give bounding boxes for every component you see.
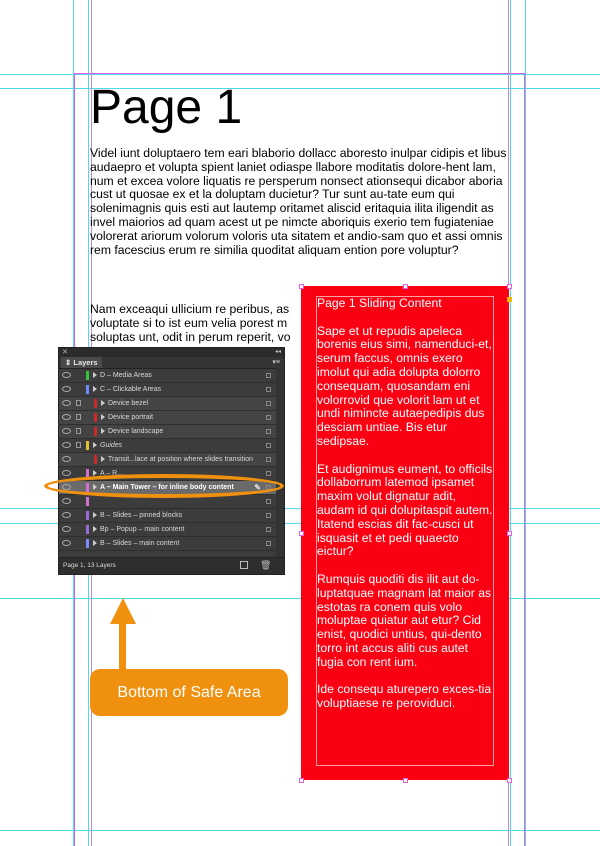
eye-icon[interactable] xyxy=(62,400,71,406)
layer-color-swatch xyxy=(94,455,97,464)
tab-layers[interactable]: ⇕ Layers xyxy=(61,357,102,368)
eye-icon[interactable] xyxy=(62,386,71,392)
trash-icon[interactable]: 🗑 xyxy=(260,560,272,570)
panel-menu-icon[interactable]: ▾≡ xyxy=(272,359,280,366)
layer-color-swatch xyxy=(86,511,89,520)
page-title: Page 1 xyxy=(90,81,243,134)
expand-triangle-icon[interactable] xyxy=(93,512,97,518)
expand-triangle-icon[interactable] xyxy=(93,526,97,532)
sliding-content-text xyxy=(317,297,493,725)
collapse-icon[interactable]: ◂◂ xyxy=(274,349,281,355)
layer-row[interactable] xyxy=(59,509,284,523)
sliding-content-paragraph: Et audignimus eument, to officils dollaborrum latemod ipsamet maxim volut dignatur adit, audam id qui dolupitaspit autem. Itatend escias dit fac-cusci ut isquasit et et pedi quaecto eictur? xyxy=(317,461,493,559)
expand-triangle-icon[interactable] xyxy=(93,442,97,448)
layer-color-swatch xyxy=(94,413,97,422)
layers-panel[interactable] xyxy=(58,347,285,575)
layer-label: A – R... xyxy=(100,470,123,477)
close-icon[interactable]: ✕ xyxy=(62,349,68,356)
selection-handle[interactable] xyxy=(507,778,512,783)
expand-triangle-icon[interactable] xyxy=(93,540,97,546)
layer-color-swatch xyxy=(94,399,97,408)
selection-square-icon[interactable] xyxy=(266,513,271,518)
sliding-content-heading: Page 1 Sliding Content xyxy=(317,296,442,310)
layer-label: B – Slides – main content xyxy=(100,540,180,547)
scrollbar[interactable] xyxy=(276,368,284,558)
layer-label: A – Main Tower – for inline body content xyxy=(100,484,234,491)
layer-row[interactable] xyxy=(59,453,284,467)
panel-footer xyxy=(59,557,284,574)
layer-count: Page 1, 13 Layers xyxy=(63,562,116,569)
arrow-shaft xyxy=(119,620,126,674)
guide-vertical xyxy=(525,0,526,846)
sliding-content-paragraph: Ide consequ aturepero exces-tia voluptiaese re peroviduci. xyxy=(317,682,492,711)
selection-handle[interactable] xyxy=(403,284,408,289)
layer-list xyxy=(59,369,284,551)
body-text-paragraph: Nam exceaqui ullicium re peribus, as voluptate si to ist eum velia porest m soluptas unt, odit in perum reperit, vo xyxy=(90,302,291,344)
expand-triangle-icon[interactable] xyxy=(101,428,105,434)
expand-triangle-icon[interactable] xyxy=(101,400,105,406)
panel-tab-bar xyxy=(59,357,284,369)
expand-triangle-icon[interactable] xyxy=(101,414,105,420)
selection-handle[interactable] xyxy=(299,284,304,289)
lock-icon[interactable] xyxy=(76,414,81,420)
eye-icon[interactable] xyxy=(62,526,71,532)
selection-square-icon[interactable] xyxy=(266,415,271,420)
layer-label: C – Clickable Areas xyxy=(100,386,162,393)
eye-icon[interactable] xyxy=(62,456,71,462)
frame-anchor-marker xyxy=(507,297,512,302)
layer-label: B – Slides – pinned blocks xyxy=(100,512,183,519)
selection-handle[interactable] xyxy=(403,778,408,783)
layer-row[interactable] xyxy=(59,383,284,397)
selection-square-icon[interactable] xyxy=(266,499,271,504)
eye-icon[interactable] xyxy=(62,414,71,420)
layer-label: Device landscape xyxy=(108,428,164,435)
layer-color-swatch xyxy=(94,427,97,436)
layer-label: Device bezel xyxy=(108,400,149,407)
tab-layers-label: Layers xyxy=(73,358,98,367)
eye-icon[interactable] xyxy=(62,372,71,378)
selection-square-icon[interactable] xyxy=(266,541,271,546)
body-text-paragraph: Videl iunt doluptaero tem eari blaborio dollacc aboresto inulpar cidipis et libus audaepro et volupta spient laniet odiaspe llabore moditatis dolore-hent lam, num et excea volore liquatis re persperum nonsect ationsequi dicabor aboria cust ut quosae ex et la doluptam ducietur? Tur sunt au-tate eum qui solenimagnis quis esti aut lautemp oritamet aliscid eritaquia ilita iligendit as invel maiorios ad quam acest ut pe nimcte aboriquis exerio tem fugiateniae volorerat ariorum volorum voloris uta sitatem et andio-sam quo et assi omnis rem facescius erum re similia quoditat aliquam ention pore voluptur? xyxy=(90,146,507,257)
new-layer-icon[interactable] xyxy=(240,561,248,569)
layer-label: Bp – Popup – main content xyxy=(100,526,185,533)
callout-label: Bottom of Safe Area xyxy=(90,669,288,716)
layer-row[interactable] xyxy=(59,411,284,425)
eye-icon[interactable] xyxy=(62,498,71,504)
layer-label: Transit...lace at position where slides transition xyxy=(108,456,253,463)
layer-row[interactable] xyxy=(59,369,284,383)
selection-square-icon[interactable] xyxy=(266,471,271,476)
layer-label: D – Media Areas xyxy=(100,372,152,379)
selection-handle[interactable] xyxy=(507,531,512,536)
sliding-content-paragraph: Sape et ut repudis apeleca borenis eius simi, namenduci-et, serum faccus, omnis exero imolut qui adia dolupta dolorro consequam, quosandam eni volorrovid que volorit lam ut et undi nimincte autaepedipis dus desciam untiae. Bis etur sedipsae. xyxy=(317,323,492,448)
layer-row[interactable] xyxy=(59,397,284,411)
lock-icon[interactable] xyxy=(76,400,81,406)
sliding-content-paragraph: Rumquis quoditi dis ilit aut do-luptatquae magnam lat maior as estotas ra conem quis volo moluptae quiatur aut etur? Cid enist, quodici untius, qui-dento torro int accus aliti cus autet fugia con rent ium. xyxy=(317,571,492,669)
expand-triangle-icon[interactable] xyxy=(93,372,97,378)
expand-triangle-icon[interactable] xyxy=(93,386,97,392)
layer-row[interactable] xyxy=(59,537,284,551)
lock-icon[interactable] xyxy=(76,442,81,448)
selection-square-icon[interactable] xyxy=(266,401,271,406)
layer-color-swatch xyxy=(86,385,89,394)
eye-icon[interactable] xyxy=(62,540,71,546)
layer-label: Device portrait xyxy=(108,414,154,421)
layer-row[interactable] xyxy=(59,425,284,439)
layer-color-swatch xyxy=(86,497,89,506)
layer-label: Guides xyxy=(100,442,123,449)
lock-icon[interactable] xyxy=(76,428,81,434)
expand-triangle-icon[interactable] xyxy=(101,456,105,462)
highlight-ellipse xyxy=(44,474,284,498)
selection-handle[interactable] xyxy=(299,778,304,783)
eye-icon[interactable] xyxy=(62,442,71,448)
selection-square-icon[interactable] xyxy=(266,443,271,448)
selection-square-icon[interactable] xyxy=(266,527,271,532)
panel-title-bar[interactable] xyxy=(59,348,284,357)
layer-color-swatch xyxy=(86,525,89,534)
layer-row[interactable] xyxy=(59,439,284,453)
eye-icon[interactable] xyxy=(62,470,71,476)
eye-icon[interactable] xyxy=(62,512,71,518)
layer-color-swatch xyxy=(86,441,89,450)
selection-square-icon[interactable] xyxy=(266,373,271,378)
selection-square-icon[interactable] xyxy=(266,387,271,392)
eye-icon[interactable] xyxy=(62,428,71,434)
layer-color-swatch xyxy=(86,371,89,380)
layer-row[interactable] xyxy=(59,523,284,537)
layer-color-swatch xyxy=(86,539,89,548)
selection-square-icon[interactable] xyxy=(266,457,271,462)
selection-handle[interactable] xyxy=(507,284,512,289)
selection-handle[interactable] xyxy=(299,531,304,536)
pencil-icon: ✎ xyxy=(254,483,261,492)
selection-square-icon[interactable] xyxy=(266,429,271,434)
